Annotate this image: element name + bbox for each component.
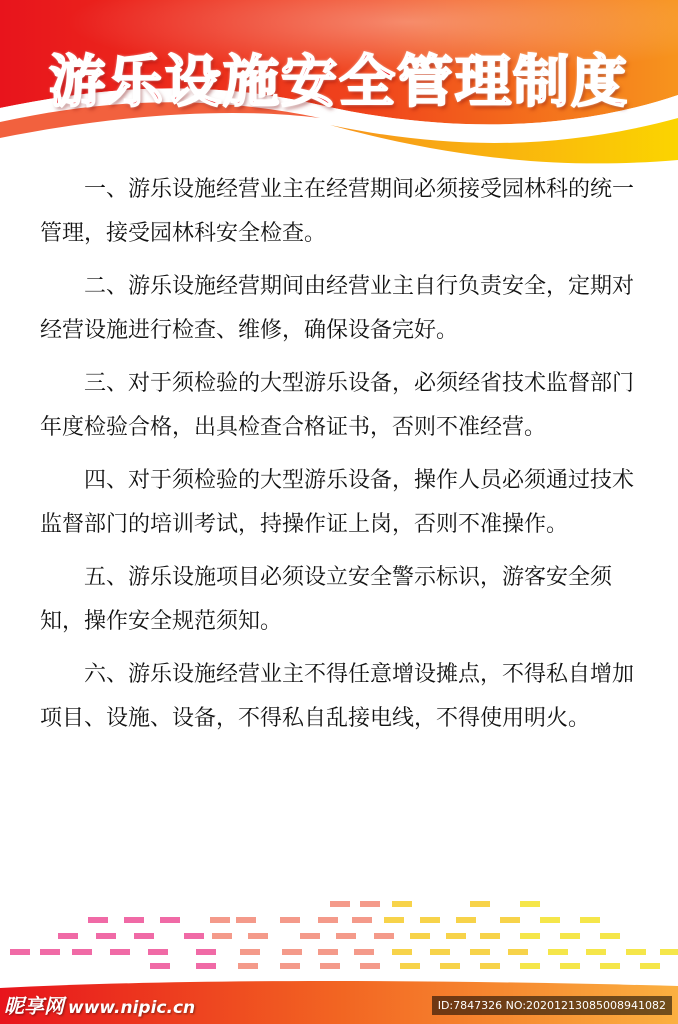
rule-paragraph-6: 六、游乐设施经营业主不得任意增设摊点，不得私自增加项目、设施、设备，不得私自乱接电线，不得使用明火。 — [40, 662, 635, 731]
decorative-dash — [508, 949, 528, 955]
decorative-dash — [148, 949, 168, 955]
decorative-dash — [500, 917, 520, 923]
rules-body — [40, 168, 648, 750]
decorative-dash — [336, 933, 356, 939]
decorative-dash — [470, 949, 490, 955]
watermark-url: www.nipic.cn — [68, 998, 196, 1018]
decorative-dash — [360, 963, 380, 969]
decorative-dash — [560, 963, 580, 969]
decorative-dash — [600, 933, 620, 939]
decorative-dash — [540, 917, 560, 923]
decorative-dash — [248, 933, 268, 939]
decorative-dash — [282, 949, 302, 955]
watermark-brand: 昵享网 — [4, 994, 64, 1018]
decorative-dash — [456, 917, 476, 923]
decorative-dash — [238, 963, 258, 969]
decorative-dash — [470, 901, 490, 907]
decorative-dash — [374, 933, 394, 939]
decorative-dash — [480, 963, 500, 969]
decorative-dash — [160, 917, 180, 923]
rule-paragraph-4: 四、对于须检验的大型游乐设备，操作人员必须通过技术监督部门的培训考试，持操作证上岗，否则不准操作。 — [40, 468, 635, 537]
decorative-dash — [280, 963, 300, 969]
decorative-dash — [392, 949, 412, 955]
rule-paragraph-5: 五、游乐设施项目必须设立安全警示标识，游客安全须知，操作安全规范须知。 — [40, 565, 613, 634]
decorative-dash — [446, 933, 466, 939]
decorative-dash — [134, 933, 154, 939]
decorative-dash — [440, 963, 460, 969]
decorative-dash — [330, 901, 350, 907]
decorative-dash — [600, 963, 620, 969]
decorative-dash — [124, 917, 144, 923]
decorative-dash — [586, 949, 606, 955]
decorative-dash — [210, 917, 230, 923]
decorative-dash — [400, 963, 420, 969]
decorative-dash — [430, 949, 450, 955]
decorative-dash — [196, 949, 216, 955]
decorative-dash — [520, 963, 540, 969]
decorative-dash — [660, 949, 678, 955]
decorative-dash — [300, 933, 320, 939]
decorative-dash — [318, 949, 338, 955]
decorative-dash — [352, 917, 372, 923]
decorative-dash — [72, 949, 92, 955]
image-id-stamp: ID:7847326 NO:20201213085008941082 — [432, 996, 672, 1015]
decorative-dash — [384, 917, 404, 923]
decorative-dash — [548, 949, 568, 955]
decorative-dash — [560, 933, 580, 939]
decorative-dash — [392, 901, 412, 907]
decorative-dash — [354, 949, 374, 955]
decorative-dash — [520, 901, 540, 907]
watermark-logo — [4, 990, 195, 1019]
decorative-dash — [236, 917, 256, 923]
decorative-dash — [318, 917, 338, 923]
decorative-dash — [110, 949, 130, 955]
decorative-dash — [150, 963, 170, 969]
decorative-dash — [240, 949, 260, 955]
decorative-dash — [88, 917, 108, 923]
decorative-dash — [626, 949, 646, 955]
rule-paragraph-3: 三、对于须检验的大型游乐设备，必须经省技术监督部门年度检验合格，出具检查合格证书，否则不准经营。 — [40, 371, 635, 440]
decorative-dash — [196, 963, 216, 969]
decorative-dash — [580, 917, 600, 923]
decorative-dash — [360, 901, 380, 907]
decorative-dash — [10, 949, 30, 955]
decorative-dash — [480, 933, 500, 939]
decorative-dash — [184, 933, 204, 939]
page-title: 游乐设施安全管理制度 — [49, 50, 629, 115]
decorative-dash — [58, 933, 78, 939]
decorative-dash — [520, 933, 540, 939]
decorative-dash — [212, 933, 232, 939]
decorative-dash — [96, 933, 116, 939]
header-banner — [0, 0, 678, 175]
decorative-dash — [320, 963, 340, 969]
decorative-dash-pattern — [0, 895, 678, 975]
decorative-dash — [280, 917, 300, 923]
decorative-dash — [640, 963, 660, 969]
decorative-dash — [410, 933, 430, 939]
rule-paragraph-1: 一、游乐设施经营业主在经营期间必须接受园林科的统一管理，接受园林科安全检查。 — [40, 177, 635, 246]
rule-paragraph-2: 二、游乐设施经营期间由经营业主自行负责安全，定期对经营设施进行检查、维修，确保设备完好。 — [40, 274, 635, 343]
decorative-dash — [40, 949, 60, 955]
decorative-dash — [420, 917, 440, 923]
